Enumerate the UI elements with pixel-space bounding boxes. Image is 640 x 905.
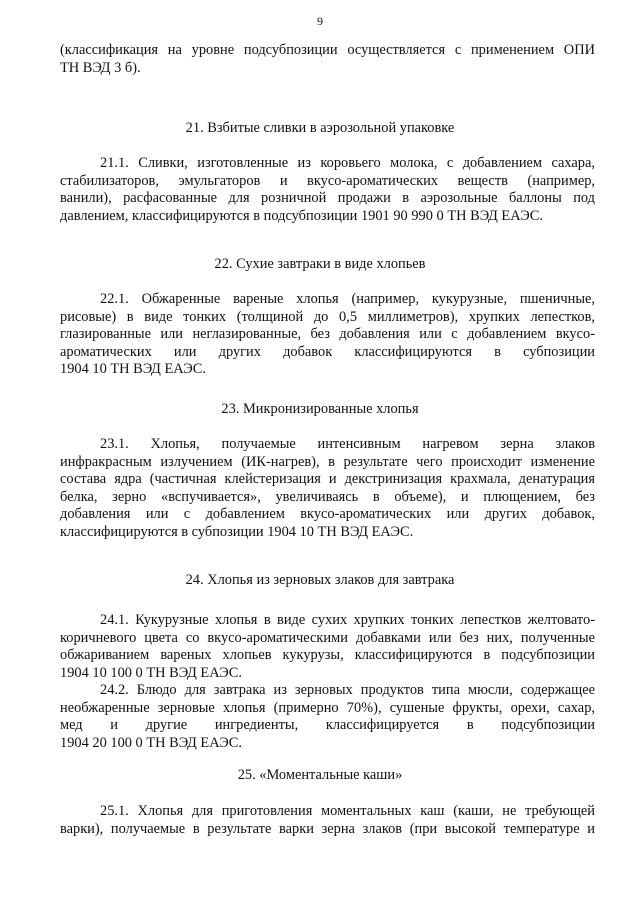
text-line: 21.1. Сливки, изготовленные из коровьего молока, с добавлением сахара, [100,155,595,171]
paragraph-24-2 [60,682,595,752]
text-line: 1904 20 100 0 ТН ВЭД ЕАЭС. [60,734,242,751]
text-line: обжариванием вареных хлопьев кукурузы, классифицируются в подсубпозиции [60,647,595,664]
intro-paragraph [60,42,595,77]
text-line: варки), получаемые в результате варки зерна злаков (при высокой температуре и [60,820,595,837]
text-line: белка, зерно «вспучивается», увеличиваясь в объеме), и плющением, без [60,488,595,505]
text-line: 1904 10 100 0 ТН ВЭД ЕАЭС. [60,664,242,681]
section-21-heading: 21. Взбитые сливки в аэрозольной упаковке [185,120,455,136]
paragraph-25-1 [60,803,595,838]
text-line: добавления или с добавлением вкусо-ароматических или других добавок, [60,506,595,523]
page-number: 9 [317,14,323,28]
text-line: стабилизаторов, эмульгаторов и вкусо-ароматических веществ (например, [60,172,595,189]
text-line: ароматических или других добавок классифицируются в субпозиции [60,343,595,360]
paragraph-21-1 [60,155,595,225]
text-line: 24.1. Кукурузные хлопья в виде сухих хрупких тонких лепестков желтовато- [100,612,595,628]
text-line: 22.1. Обжаренные вареные хлопья (например, кукурузные, пшеничные, [100,291,595,307]
text-line: 23.1. Хлопья, получаемые интенсивным нагревом зерна злаков [100,436,595,452]
text-line: ванили), расфасованные для розничной продажи в аэрозольные баллоны под [60,190,595,207]
text-line: 1904 10 ТН ВЭД ЕАЭС. [60,361,206,378]
text-line: ТН ВЭД 3 б). [60,59,141,76]
text-line: классифицируются в субпозиции 1904 10 ТН ВЭД ЕАЭС. [60,523,414,540]
paragraph-24-1 [60,612,595,682]
text-line: коричневого цвета со вкусо-ароматическими добавками или без них, полученные [60,629,595,646]
text-line: давлением, классифицируются в подсубпозиции 1901 90 990 0 ТН ВЭД ЕАЭС. [60,207,543,224]
text-line: рисовые) в виде тонких (толщиной до 0,5 миллиметров), хрупких лепестков, [60,308,595,325]
section-22-heading: 22. Сухие завтраки в виде хлопьев [214,256,426,272]
section-25-heading: 25. «Моментальные каши» [237,767,403,783]
text-line: глазированные или неглазированные, без добавления или с добавлением вкусо- [60,326,595,343]
paragraph-22-1 [60,291,595,379]
section-23-heading: 23. Микронизированные хлопья [221,401,419,417]
text-line: необжаренные зерновые хлопья (примерно 70%), сушеные фрукты, орехи, сахар, [60,699,595,716]
text-line: 25.1. Хлопья для приготовления моментальных каш (каши, не требующей [100,803,595,819]
text-line: 24.2. Блюдо для завтрака из зерновых продуктов типа мюсли, содержащее [100,682,595,698]
section-24-heading: 24. Хлопья из зерновых злаков для завтрака [185,572,455,588]
text-line: мед и другие ингредиенты, классифицируется в подсубпозиции [60,717,595,734]
text-line: (классификация на уровне подсубпозиции осуществляется с применением ОПИ [60,42,595,58]
paragraph-23-1 [60,436,595,542]
text-line: инфракрасным излучением (ИК-нагрев), в результате чего происходит изменение [60,453,595,470]
text-line: состава ядра (частичная клейстеризация и декстринизация крахмала, денатурация [60,471,595,488]
